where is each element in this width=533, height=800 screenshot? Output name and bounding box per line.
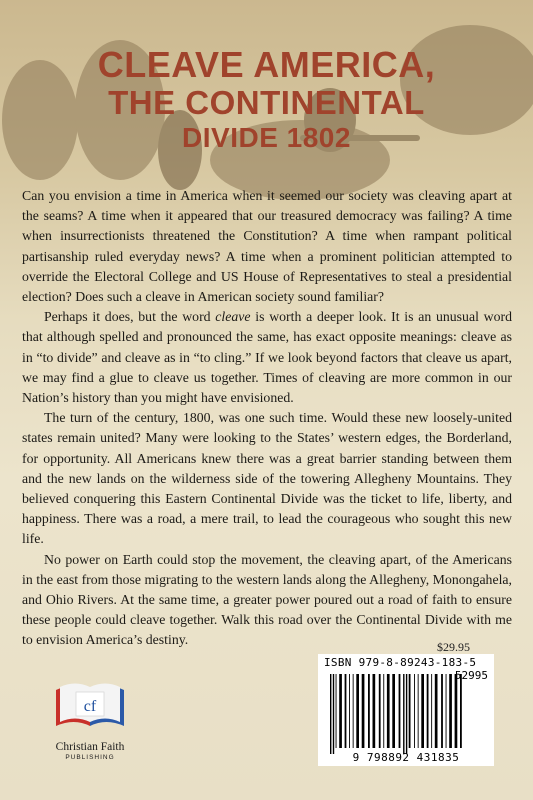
barcode-bar bbox=[421, 674, 424, 748]
barcode-bar bbox=[353, 674, 354, 748]
barcode-bar bbox=[435, 674, 438, 748]
barcode-bar bbox=[418, 674, 419, 748]
barcode-bar bbox=[336, 674, 337, 748]
barcode-bar bbox=[441, 674, 443, 748]
publisher-name: Christian Faith bbox=[55, 741, 125, 753]
publisher-logo-icon bbox=[50, 660, 130, 740]
barcode-bar bbox=[379, 674, 381, 748]
barcode-bar bbox=[409, 674, 411, 748]
barcode-guard-bar bbox=[406, 674, 407, 754]
title-line-2: THE CONTINENTAL bbox=[108, 84, 425, 121]
title-line-1: CLEAVE AMERICA, bbox=[97, 44, 436, 85]
synopsis bbox=[22, 186, 512, 651]
barcode-bar bbox=[392, 674, 395, 748]
barcode-bar bbox=[414, 674, 415, 748]
barcode-bar bbox=[356, 674, 359, 748]
barcode-bar bbox=[349, 674, 350, 748]
price-label: $29.95 bbox=[437, 640, 470, 654]
title-line-3: DIVIDE 1802 bbox=[182, 122, 351, 153]
barcode-bar bbox=[383, 674, 384, 748]
synopsis-paragraph-3: The turn of the century, 1800, was one such time. Would these new loosely-united states remain united? Many were looking to the States’ western edges, the Borderland, for opportunity. All Americans knew there was a great barrier standing between them and the new lands on the wilderness side of the towering Allegheny Mountains. They believed conquering this Eastern Continental Divide was the ticket to life, liberty, and happiness. There was a road, a mere trail, to lead the courageous who sought this new life. bbox=[22, 410, 512, 547]
synopsis-paragraph-1: Can you envision a time in America when it seemed our society was cleaving apart at the seams? A time when it appeared that our treasured democracy was failing? A time when insurrectionists threatened the Constitution? A time when rampant political partisanship ruled everyday news? A time when a prominent politician attempted to override the Electoral College and US House of Representatives to steal a presidential election? Does such a cleave in American society sound familiar? bbox=[22, 188, 512, 305]
barcode-bar bbox=[345, 674, 347, 748]
barcode-guard-bar bbox=[333, 674, 334, 754]
barcode-bar bbox=[362, 674, 365, 748]
synopsis-paragraph-2 bbox=[22, 307, 512, 408]
barcode-bar bbox=[387, 674, 390, 748]
isbn-text: ISBN 979-8-89243-183-5 bbox=[324, 656, 477, 669]
barcode-bar bbox=[373, 674, 376, 748]
barcode-bar bbox=[449, 674, 452, 748]
barcode-bar bbox=[446, 674, 447, 748]
barcode-bar bbox=[460, 674, 462, 748]
p2-start: Perhaps it does, but the word bbox=[44, 309, 216, 325]
p2-end: is worth a deeper look. It is an unusual word that although spelled and pronounced the same, has exact opposite meanings: cleave as in “to divide” and cleave as in “to cling.” If we look beyond factors that cleave us apart, we may find a glue to cleave us together. Times of cleaving are more common in our Nation’s history than you might have envisioned. bbox=[22, 309, 512, 406]
barcode-guard-bar bbox=[330, 674, 331, 754]
p2-emphasis: cleave bbox=[215, 309, 251, 325]
isbn-barcode bbox=[318, 654, 494, 766]
publisher-subtitle: PUBLISHING bbox=[65, 754, 115, 761]
synopsis-paragraph-4: No power on Earth could stop the movement, the cleaving apart, of the Americans in the east from those migrating to the western lands along the Allegheny, Monongahela, and Ohio Rivers. At the same time, a greater power poured out a road of faith to ensure these people could cleave together. Walk this road over the Continental Divide with me to envision America’s destiny. bbox=[22, 551, 512, 648]
barcode-bar bbox=[399, 674, 401, 748]
barcode-bar bbox=[455, 674, 458, 748]
price-code: 52995 bbox=[454, 669, 488, 682]
logo-letters: cf bbox=[83, 698, 97, 715]
barcode-bar bbox=[431, 674, 432, 748]
barcode-number: 9 798892 431835 bbox=[352, 751, 460, 764]
barcode-guard-bar bbox=[403, 674, 404, 754]
barcode-bar bbox=[339, 674, 342, 748]
barcode-bar bbox=[427, 674, 429, 748]
barcode-bar bbox=[368, 674, 370, 748]
